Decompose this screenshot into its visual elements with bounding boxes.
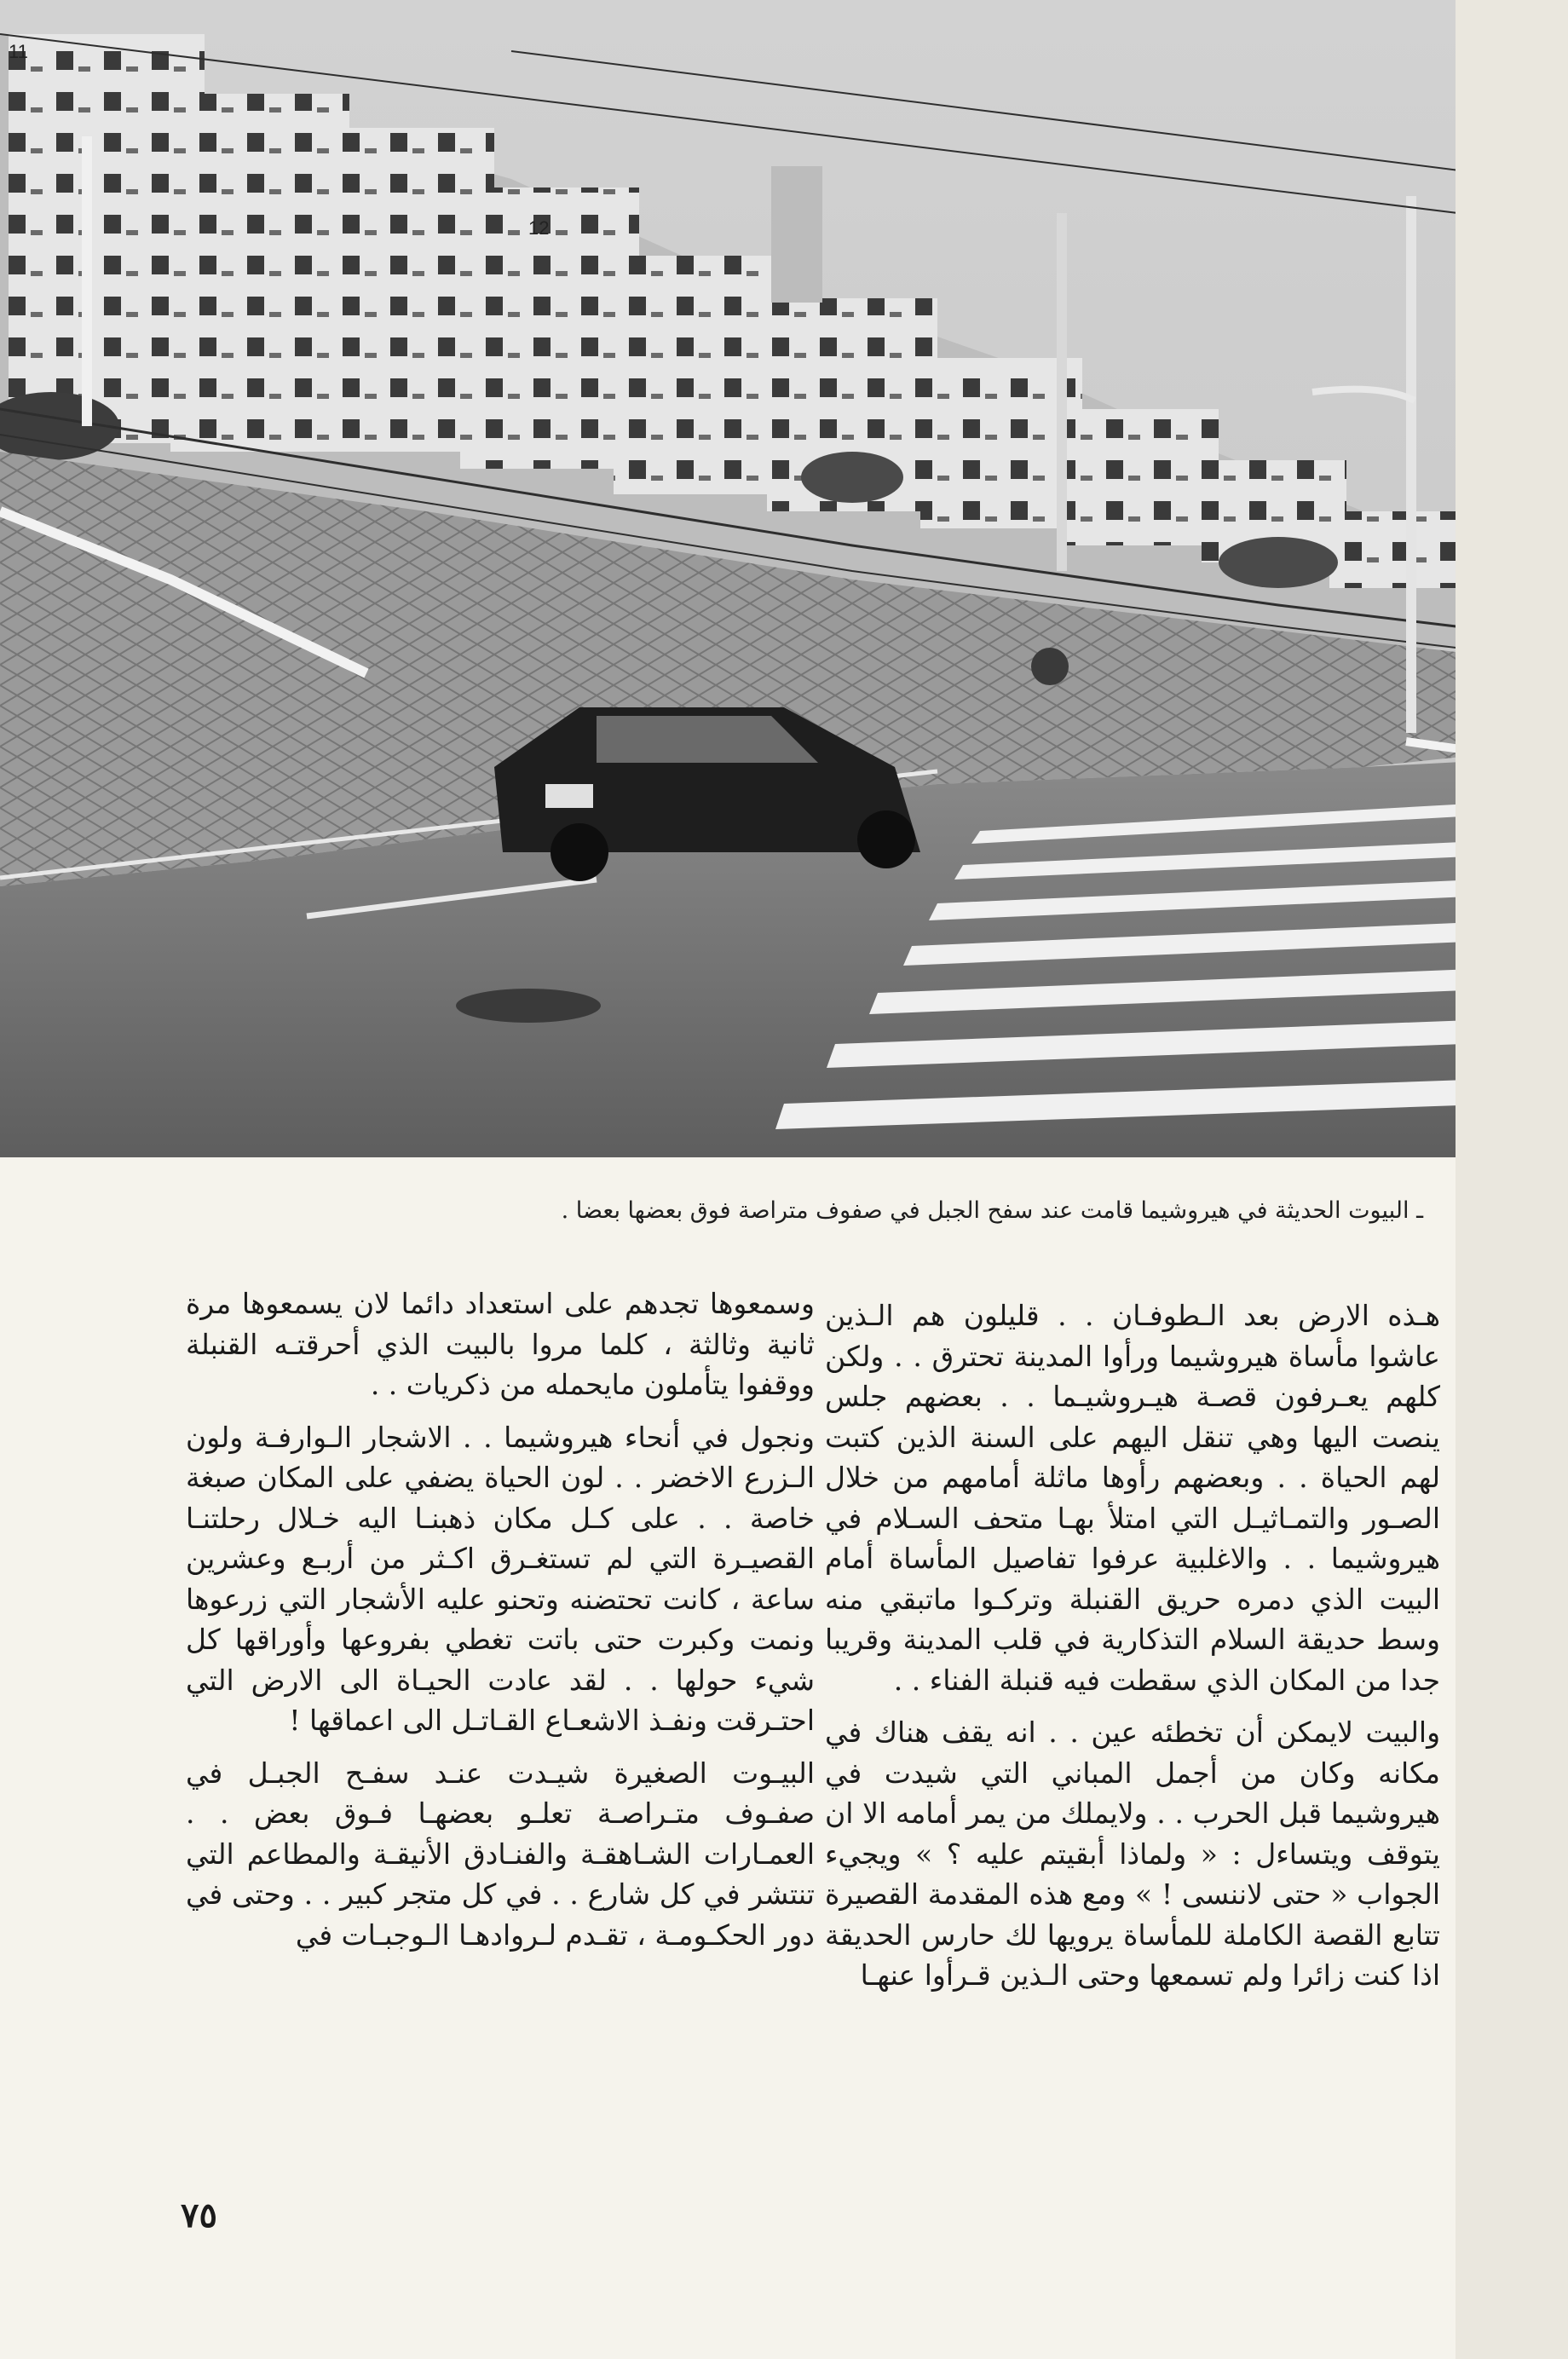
paragraph: هـذه الارض بعد الـطوفـان . . قليلون هم الـذين عاشوا مأساة هيروشيما ورأوا المدينة تحترق . . ولكن كلهم يعـرفون قصـة هيـروشيـما . . بعضهم جلس ينصت اليها وهي تنقل اليهم على السنة الذين كتبت لهم الحياة . . وبعضهم رأوها ماثلة أمامهم من خلال الصـور والتمـاثيـل التي امتلأ بهـا متحف السـلام في هيروشيما . . والاغلبية عرفوا تفاصيل المأساة أمام البيت الذي دمره حريق القنبلة وتركـوا ماتبقي منه وسط حديقة السلام التذكارية في قلب المدينة وقريبا جدا من المكان الذي سقطت فيه قنبلة الفناء . .	[825, 1299, 1440, 1697]
building-number-11: 11	[9, 41, 28, 62]
hiroshima-hillside-photo	[0, 0, 1527, 1157]
photo-illustration	[0, 0, 1527, 1157]
text-column-right	[825, 1295, 1440, 1996]
text-column-left	[186, 1283, 815, 1955]
paragraph: والبيت لايمكن أن تخطئه عين . . انه يقف هناك في مكانه وكان من أجمل المباني التي شيدت في هيروشيما قبل الحرب . . ولايملك من يمر أمامه الا ان يتوقف ويتساءل : « ولماذا أبقيتم عليه ؟ » ويجيء الجواب « حتى لاننسى ! » ومع هذه المقدمة القصيرة تتابع القصة الكاملة للمأساة يرويها لك حارس الحديقة اذا كنت زائرا ولم تسمعها وحتى الـذين قـرأوا عنهـا	[825, 1716, 1440, 1992]
paragraph: وسمعوها تجدهم على استعداد دائما لان يسمعوها مرة ثانية وثالثة ، كلما مروا بالبيت الذي أحرقتـه القنبلة ووقفوا يتأملون مايحمله من ذكريات . .	[186, 1287, 815, 1401]
paragraph: البيـوت الصغيرة شيـدت عنـد سفـح الجبـل في صفـوف متـراصـة تعلـو بعضهـا فـوق بعض . . العمـارات الشـاهقـة والفنـادق الأنيقـة والمطاعم التي تنتشر في كل شارع . . في كل متجر كبير . . وحتى في دور الحكـومـة ، تقـدم لـروادهـا الـوجبـات في	[186, 1756, 815, 1952]
page-number: ٧٥	[181, 2195, 217, 2235]
photo-caption: ـ البيوت الحديثة في هيروشيما قامت عند سفح الجبل في صفوف متراصة فوق بعضها بعضا .	[561, 1197, 1423, 1224]
scan-margin	[1456, 0, 1568, 2359]
paragraph: ونجول في أنحاء هيروشيما . . الاشجار الـوارفـة ولون الـزرع الاخضر . . لون الحياة يضفي على المكان صبغة خاصة . . على كـل مكان ذهبنـا اليه خـلال رحلتنـا القصيـرة التي لم تستغـرق اكـثر من أربـع وعشرين ساعة ، كانت تحتضنه وتحنو عليه الأشجار التي زرعوها ونمت وكبرت حتى باتت تغطي بفروعها وأوراقها كل شيء حولها . . لقد عادت الحيـاة الى الارض التي احتـرقت ونفـذ الاشعـاع القـاتـل الى اعماقها !	[186, 1420, 815, 1737]
building-number-12: 12	[528, 217, 550, 239]
